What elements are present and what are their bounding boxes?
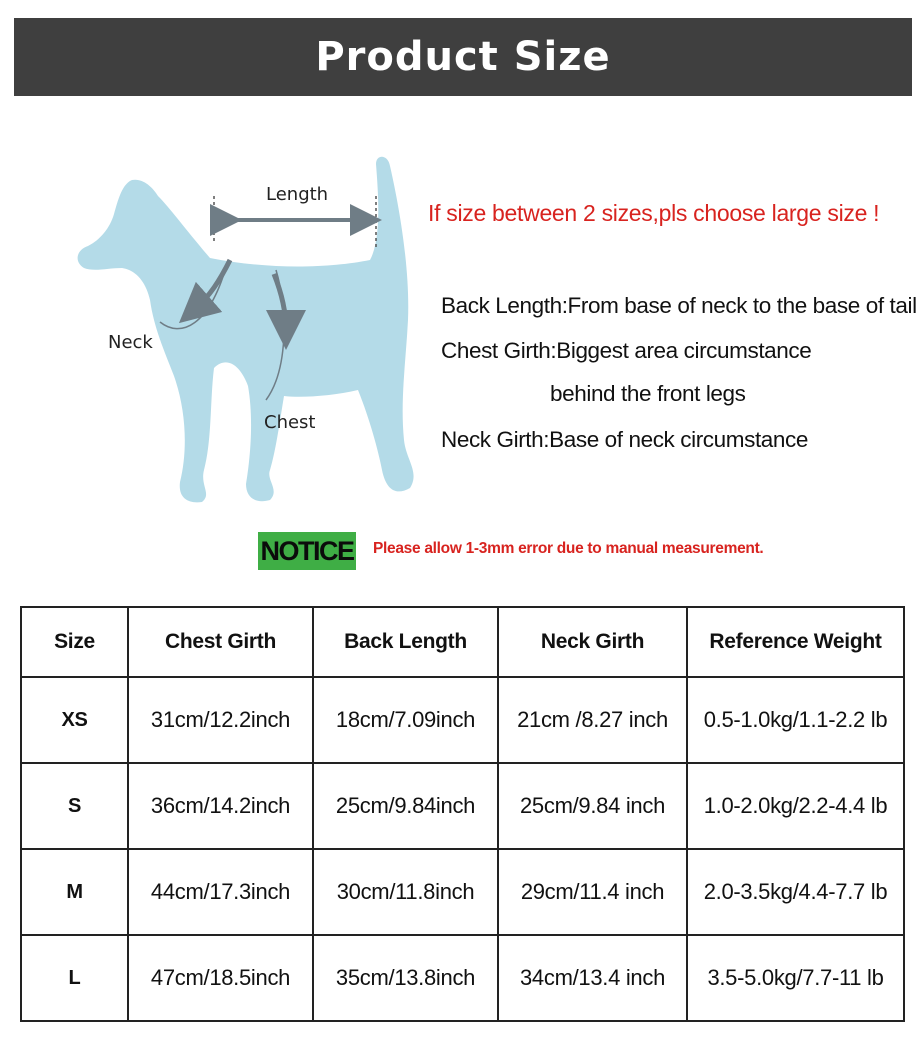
page-title: Product Size [315, 34, 611, 80]
size-cell: S [21, 763, 128, 849]
neck-girth-definition: Neck Girth:Base of neck circumstance [441, 427, 808, 452]
neck-label: Neck [108, 332, 153, 353]
back-length-cell: 18cm/7.09inch [313, 677, 498, 763]
title-banner [14, 18, 912, 96]
size-chart-table [20, 606, 905, 1022]
dog-measurement-diagram [70, 150, 430, 530]
neck-girth-cell: 34cm/13.4 inch [498, 935, 687, 1021]
back-length-cell: 25cm/9.84inch [313, 763, 498, 849]
header-size: Size [21, 607, 128, 677]
size-tip: If size between 2 sizes,pls choose large size ! [428, 200, 880, 226]
header-chest-girth: Chest Girth [128, 607, 313, 677]
table-row [21, 935, 904, 1021]
table-header-row [21, 607, 904, 677]
neck-girth-cell: 29cm/11.4 inch [498, 849, 687, 935]
chest-girth-definition: Chest Girth:Biggest area circumstance [441, 338, 812, 363]
back-length-cell: 30cm/11.8inch [313, 849, 498, 935]
size-cell: M [21, 849, 128, 935]
notice-text: Please allow 1-3mm error due to manual measurement. [373, 540, 764, 557]
neck-girth-cell: 21cm /8.27 inch [498, 677, 687, 763]
reference-weight-cell: 1.0-2.0kg/2.2-4.4 lb [687, 763, 904, 849]
chest-girth-cell: 47cm/18.5inch [128, 935, 313, 1021]
reference-weight-cell: 2.0-3.5kg/4.4-7.7 lb [687, 849, 904, 935]
table-row [21, 763, 904, 849]
back-length-cell: 35cm/13.8inch [313, 935, 498, 1021]
table-row [21, 677, 904, 763]
header-neck-girth: Neck Girth [498, 607, 687, 677]
chest-girth-cell: 31cm/12.2inch [128, 677, 313, 763]
neck-girth-cell: 25cm/9.84 inch [498, 763, 687, 849]
length-label: Length [266, 184, 329, 205]
chest-girth-cell: 44cm/17.3inch [128, 849, 313, 935]
header-back-length: Back Length [313, 607, 498, 677]
reference-weight-cell: 0.5-1.0kg/1.1-2.2 lb [687, 677, 904, 763]
reference-weight-cell: 3.5-5.0kg/7.7-11 lb [687, 935, 904, 1021]
dog-silhouette [78, 157, 414, 503]
table-row [21, 849, 904, 935]
notice-label: NOTICE [260, 535, 354, 566]
chest-girth-cell: 36cm/14.2inch [128, 763, 313, 849]
notice-badge [258, 532, 356, 570]
chest-label: Chest [264, 412, 316, 433]
header-reference-weight: Reference Weight [687, 607, 904, 677]
back-length-definition: Back Length:From base of neck to the base of tail [441, 293, 917, 318]
size-cell: L [21, 935, 128, 1021]
chest-girth-definition-cont: behind the front legs [550, 381, 746, 406]
size-cell: XS [21, 677, 128, 763]
